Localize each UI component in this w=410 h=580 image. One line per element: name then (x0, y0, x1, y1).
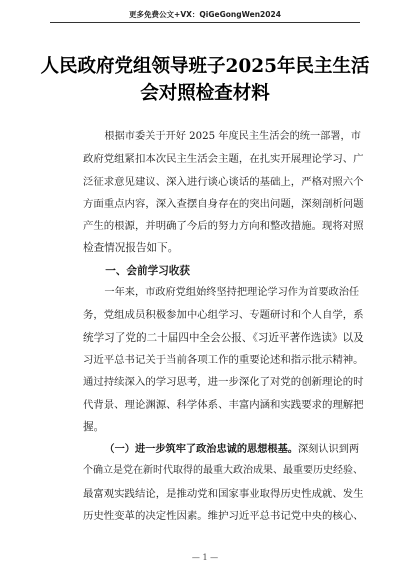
header-note: 更多免费公文+VX：QiGeGongWen2024 (129, 10, 281, 19)
paragraph-text: 深刻认识到两 (297, 444, 360, 456)
paragraph-line: 个确立是党在新时代取得的最重大政治成果、最重要历史经验、 (83, 465, 363, 477)
document-title (40, 53, 370, 107)
paragraph-line: 根据市委关于开好 2025 年度民主生活会的统一部署，市 (104, 131, 361, 142)
paragraph-line: 方面重点内容，深入查摆自身存在的突出问题，深刻剖析问题 (83, 197, 364, 210)
paragraph-line: 历史性变革的决定性因素。维护习近平总书记党中央的核心、 (83, 510, 364, 523)
paragraph-line: 务，党组成员积极参加中心组学习、专题研讨和个人自学，系 (83, 309, 364, 322)
paragraph-line: 习近平总书记关于当前各项工作的重要论述和指示批示精神。 (83, 353, 364, 366)
page-number: — 1 — (191, 553, 219, 562)
paragraph-line (83, 438, 363, 460)
paragraph-line: 代背景、理论渊源、科学体系、丰富内涵和实践要求的理解把 (83, 398, 364, 411)
paragraph-line: 政府党组紧扣本次民主生活会主题，在扎实开展理论学习、广 (83, 153, 364, 166)
section-heading: 一、会前学习收获 (105, 264, 190, 277)
title-line-1: 人民政府党组领导班子2025年民主生活 (40, 56, 370, 77)
paragraph-line: 通过持续深入的学习思考，进一步深化了对党的创新理论的时 (83, 376, 364, 389)
paragraph-line: 泛征求意见建议、深入进行谈心谈话的基础上，严格对照六个 (83, 175, 364, 188)
paragraph-line: 产生的根源，并明确了今后的努力方向和整改措施。现将对照 (83, 220, 364, 233)
subsection-lead: （一）进一步筑牢了政治忠诚的思想根基。 (104, 443, 298, 456)
paragraph-line: 一年来，市政府党组始终坚持把理论学习作为首要政治任 (104, 287, 360, 299)
header-rule (50, 22, 360, 23)
title-line-2: 会对照检查材料 (140, 83, 270, 104)
paragraph-line: 最富观实践结论，是推动党和国家事业取得历史性成就、发生 (83, 487, 364, 500)
document-body (83, 126, 363, 527)
paragraph-line: 检查情况报告如下。 (83, 242, 179, 255)
paragraph-line: 统学习了党的二十届四中全会公报、《习近平著作选读》以及 (83, 331, 364, 344)
paragraph-line: 握。 (83, 420, 105, 433)
